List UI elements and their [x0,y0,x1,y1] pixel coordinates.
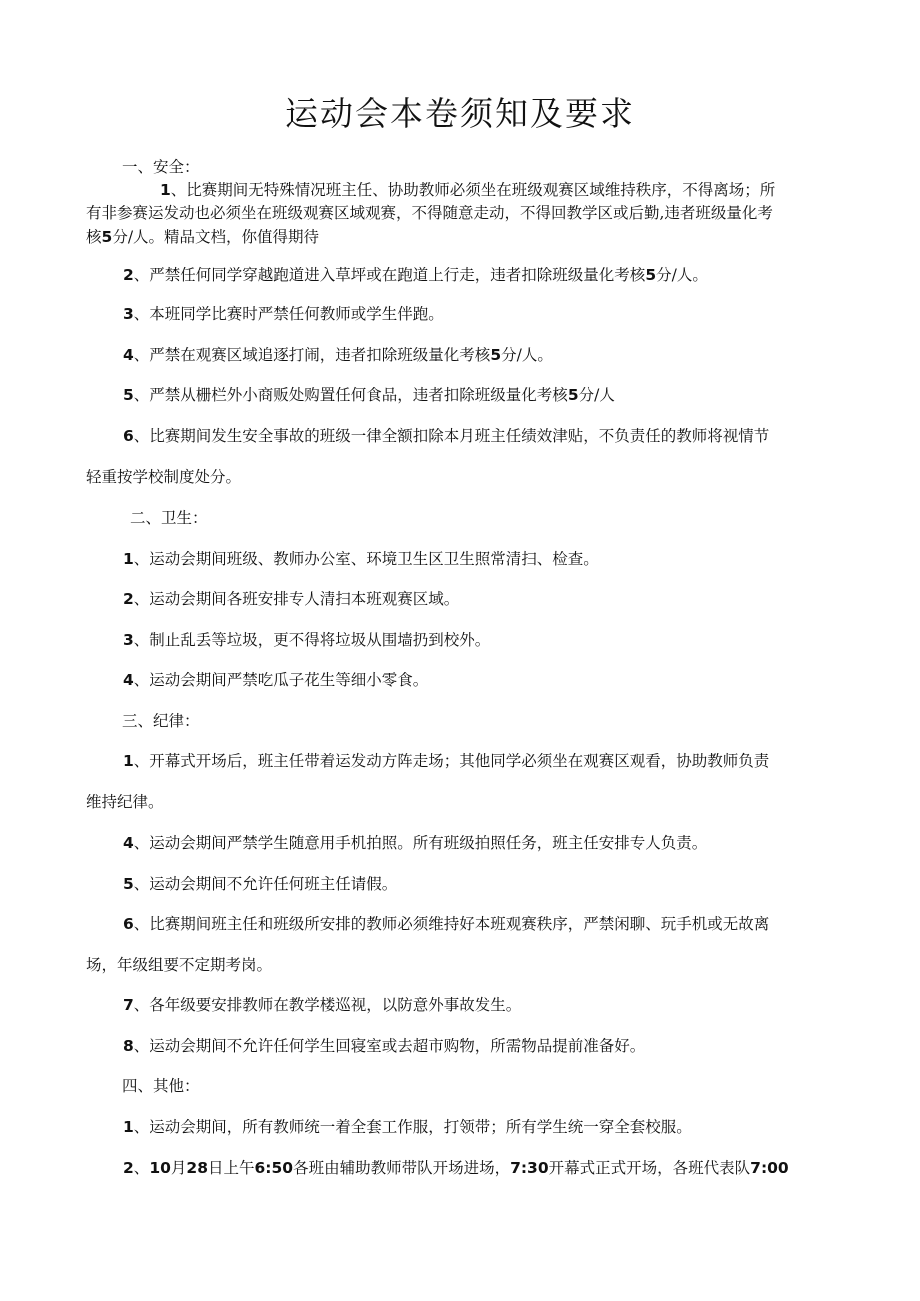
item-number: 1 [123,1118,134,1136]
item-number: 8 [123,1037,134,1055]
list-item [123,914,835,934]
item-text: 分/人 [578,386,615,404]
item-text: 分/人。 [501,346,553,364]
item-text: 、严禁从栅栏外小商贩处购置任何食品，违者扣除班级量化考核 [133,386,568,404]
item-text: 、运动会期间严禁吃瓜子花生等细小零食。 [133,671,429,689]
item-number: 1 [123,550,134,568]
item-text: 、严禁在观赛区域追逐打闹，违者扣除班级量化考核 [133,346,491,364]
item-number: 5 [490,346,502,364]
item-text: 、开幕式开场后，班主任带着运发动方阵走场；其他同学必须坐在观赛区观看，协助教师负责 [133,752,770,770]
item-text: 、比赛期间无特殊情况班主任、协助教师必须坐在班级观赛区域维持秩序，不得离场；所 [170,181,776,199]
item-text: 、制止乱丢等垃圾，更不得将垃圾从围墙扔到校外。 [133,631,491,649]
item-number: 3 [123,305,134,323]
item-number: 4 [123,834,134,852]
item-text: 、本班同学比赛时严禁任何教师或学生伴跑。 [133,305,444,323]
item-number: 1 [160,181,171,199]
list-item [160,180,775,200]
item-number: 3 [123,631,134,649]
item-text: 、运动会期间不允许任何班主任请假。 [133,875,398,893]
list-item [123,751,835,771]
item-number: 1 [123,752,134,770]
item-number: 6 [123,427,134,445]
item-text: 日上午 [207,1159,255,1177]
item-text: 、运动会期间班级、教师办公室、环境卫生区卫生照常清扫、检查。 [133,550,599,568]
section-heading-hygiene: 二、卫生： [130,509,208,527]
item-number: 5 [101,228,113,246]
item-text: 、运动会期间不允许任何学生回寝室或去超市购物，所需物品提前准备好。 [133,1037,646,1055]
list-item-continuation: 轻重按学校制度处分。 [86,468,242,486]
page-title: 运动会本卷须知及要求 [285,94,635,133]
item-number: 7 [123,996,134,1014]
section-heading-other: 四、其他： [122,1077,200,1095]
list-item [123,995,835,1015]
item-number: 2 [123,1159,134,1177]
item-number: 5 [123,875,134,893]
item-text: 、运动会期间各班安排专人清扫本班观赛区域。 [133,590,460,608]
item-text: 、各年级要安排教师在教学楼巡视，以防意外事故发生。 [133,996,522,1014]
item-text: 月 [170,1159,187,1177]
item-text: 各班由辅助教师带队开场进场， [293,1159,511,1177]
list-item [123,385,835,405]
list-item-continuation [86,227,319,247]
list-item [123,670,835,690]
item-number: 2 [123,266,134,284]
item-number: 6 [123,915,134,933]
item-number: 4 [123,346,134,364]
item-number: 4 [123,671,134,689]
item-time: 6:50 [254,1159,294,1177]
item-text: 分/人。精品文档，你值得期待 [112,228,320,246]
list-item [123,345,835,365]
list-item [123,1158,835,1178]
item-text: 、运动会期间严禁学生随意用手机拍照。所有班级拍照任务，班主任安排专人负责。 [133,834,708,852]
item-time: 7:00 [750,1159,789,1177]
list-item [123,265,835,285]
section-heading-discipline: 三、纪律： [122,712,200,730]
item-text: 开幕式正式开场，各班代表队 [548,1159,751,1177]
item-text: 分/人。 [656,266,708,284]
list-item [123,426,835,446]
list-item [123,549,835,569]
list-item-continuation: 场，年级组要不定期考岗。 [86,956,273,974]
item-text: 核 [86,228,102,246]
item-number: 2 [123,590,134,608]
list-item [123,589,835,609]
item-number: 28 [186,1159,208,1177]
item-text: 、比赛期间班主任和班级所安排的教师必须维持好本班观赛秩序，严禁闲聊、玩手机或无故离 [133,915,770,933]
list-item [123,833,835,853]
list-item [123,1036,835,1056]
list-item [123,304,835,324]
list-item-continuation: 有非参赛运发动也必须坐在班级观赛区域观赛，不得随意走动，不得回教学区或后勤,违者班级量化考 [86,204,773,222]
list-item-continuation: 维持纪律。 [86,793,164,811]
item-number: 5 [123,386,134,404]
list-item [123,1117,835,1137]
item-number: 10 [149,1159,171,1177]
item-text: 、 [133,1159,150,1177]
item-text: 、运动会期间，所有教师统一着全套工作服，打领带；所有学生统一穿全套校服。 [133,1118,692,1136]
item-text: 、比赛期间发生安全事故的班级一律全额扣除本月班主任绩效津贴，不负责任的教师将视情节 [133,427,770,445]
item-text: 、严禁任何同学穿越跑道进入草坪或在跑道上行走，违者扣除班级量化考核 [133,266,646,284]
list-item [123,630,835,650]
item-number: 5 [567,386,579,404]
item-time: 7:30 [510,1159,549,1177]
item-number: 5 [645,266,657,284]
section-heading-safety: 一、安全： [122,158,200,176]
list-item [123,874,835,894]
